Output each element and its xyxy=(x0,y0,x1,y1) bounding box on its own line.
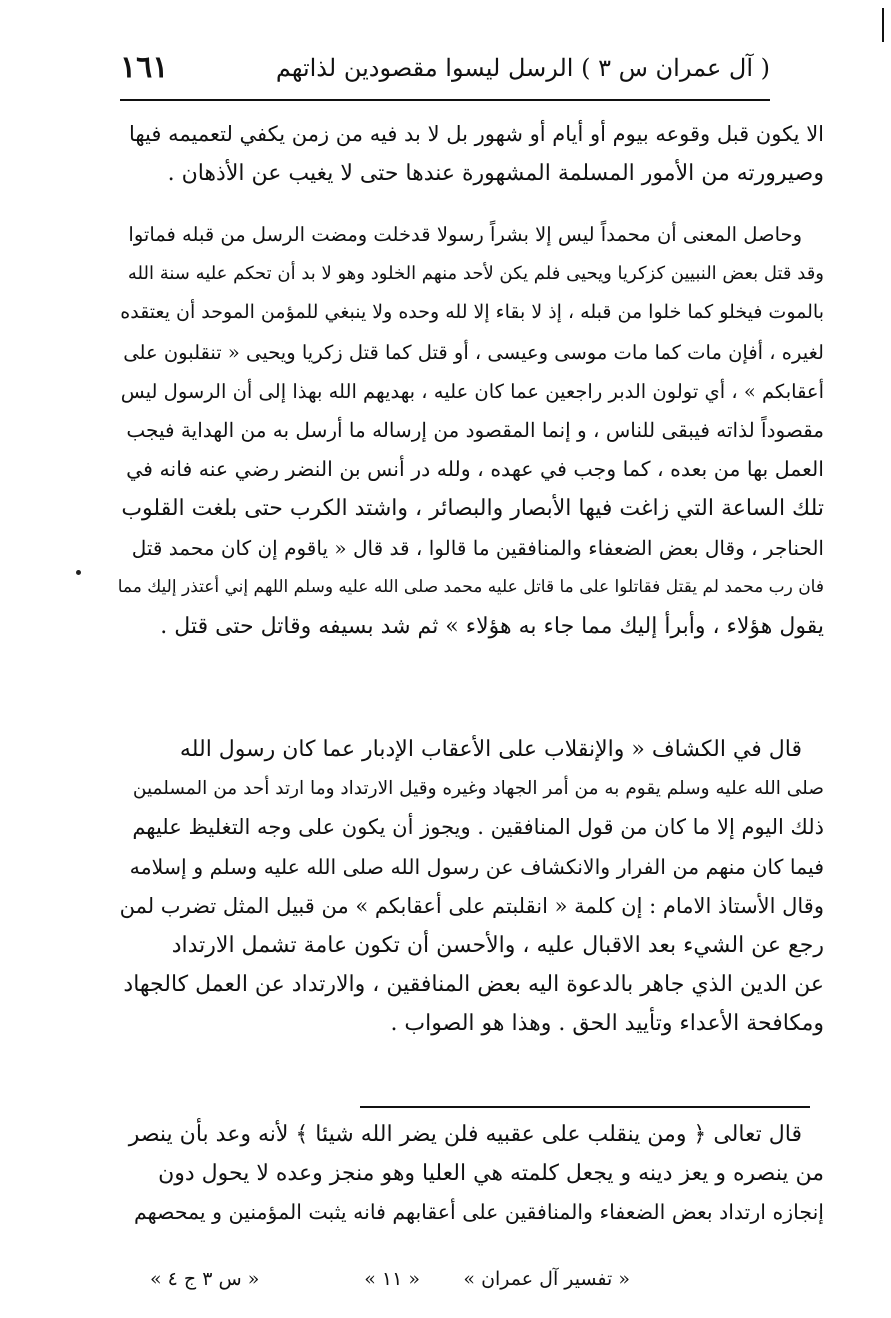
text-line: الحناجر ، وقال بعض الضعفاء والمنافقين ما قالوا ، قد قال « ياقوم إن كان محمد قتل xyxy=(131,535,824,560)
running-header xyxy=(120,50,770,96)
text-line: فيما كان منهم من الفرار والانكشاف عن رسول الله صلى الله عليه وسلم و إسلامه xyxy=(129,854,824,879)
text-line: صلى الله عليه وسلم يقوم به من أمر الجهاد وغيره وقيل الارتداد وما ارتد أحد من المسلمين xyxy=(132,778,824,800)
text-line: ذلك اليوم إلا ما كان من قول المنافقين . ويجوز أن يكون على وجه التغليظ عليهم xyxy=(132,815,824,840)
text-line: لغيره ، أفإن مات كما مات موسى وعيسى ، أو قتل كما قتل زكريا ويحيى « تنقلبون على xyxy=(123,340,824,364)
text-line: قال في الكشاف « والإنقلاب على الأعقاب الإدبار عما كان رسول الله xyxy=(179,737,802,762)
header-rule xyxy=(120,99,770,101)
page-number: ١٦١ xyxy=(120,50,169,85)
footer-signature-number: « ١١ » xyxy=(364,1268,420,1290)
text-line: أعقابكم » ، أي تولون الدبر راجعين عما كان عليه ، بهديهم الله بهذا إلى أن الرسول ليس xyxy=(120,379,824,403)
text-line: فان رب محمد لم يقتل فقاتلوا على ما قاتل عليه محمد صلى الله عليه وسلم اللهم إني أعتذر إليك مما xyxy=(118,576,824,597)
text-line: مقصوداً لذاته فيبقى للناس ، و إنما المقصود من إرساله ما أرسل به من الهداية فيجب xyxy=(126,417,824,442)
text-line: إنجازه ارتداد بعض الضعفاء والمنافقين على أعقابهم فانه يثبت المؤمنين و يمحصهم xyxy=(133,1200,824,1225)
scan-edge-mark xyxy=(882,8,884,42)
text-line: وقد قتل بعض النبيين كزكريا ويحيى فلم يكن لأحد منهم الخلود وهو لا بد أن تحكم عليه سنة الله xyxy=(127,263,824,285)
text-line: تلك الساعة التي زاغت فيها الأبصار والبصائر ، واشتد الكرب حتى بلغت القلوب xyxy=(121,496,824,522)
text-line: عن الدين الذي جاهر بالدعوة اليه بعض المنافقين ، والارتداد عن العمل كالجهاد xyxy=(123,972,824,998)
text-line: من ينصره و يعز دينه و يجعل كلمته هي العليا وهو منجز وعده لا يحول دون xyxy=(158,1161,824,1187)
footer-volume: « س ٣ ج ٤ » xyxy=(150,1268,260,1290)
text-line: العمل بها من بعده ، كما وجب في عهده ، ولله در أنس بن النضر رضي عنه فانه في xyxy=(126,457,824,482)
text-line: وصيرورته من الأمور المسلمة المشهورة عندها حتى لا يغيب عن الأذهان . xyxy=(167,161,824,187)
text-line: قال تعالى ﴿ ومن ينقلب على عقبيه فلن يضر الله شيئا ﴾ لأنه وعد بأن ينصر xyxy=(128,1122,802,1147)
text-line: يقول هؤلاء ، وأبرأ إليك مما جاء به هؤلاء » ثم شد بسيفه وقاتل حتى قتل . xyxy=(160,613,824,639)
page-footer xyxy=(150,1268,630,1298)
paragraph-3 xyxy=(118,730,824,1044)
paragraph-4 xyxy=(118,1115,824,1233)
paragraph-1 xyxy=(118,115,824,193)
footer-book-title: « تفسير آل عمران » xyxy=(463,1268,630,1290)
scan-speck xyxy=(76,570,81,575)
paragraph-2 xyxy=(118,215,824,646)
text-line: وحاصل المعنى أن محمداً ليس إلا بشراً رسولا قدخلت ومضت الرسل من قبله فماتوا xyxy=(128,223,802,246)
text-line: ومكافحة الأعداء وتأييد الحق . وهذا هو الصواب . xyxy=(390,1011,824,1037)
text-line: الا يكون قبل وقوعه بيوم أو أيام أو شهور بل لا بد فيه من زمن يكفي لتعميمه فيها xyxy=(128,122,824,146)
header-title: ( آل عمران س ٣ ) الرسل ليسوا مقصودين لذاتهم xyxy=(275,54,770,82)
text-line: رجع عن الشيء بعد الاقبال عليه ، والأحسن أن تكون عامة تشمل الارتداد xyxy=(171,932,824,958)
text-line: وقال الأستاذ الامام : إن كلمة « انقلبتم على أعقابكم » من قبيل المثل تضرب لمن xyxy=(119,893,824,918)
text-line: بالموت فيخلو كما خلوا من قبله ، إذ لا بقاء إلا لله وحده ولا ينبغي للمؤمن الموحد أن يعتقده xyxy=(120,301,824,324)
section-divider xyxy=(360,1106,810,1108)
